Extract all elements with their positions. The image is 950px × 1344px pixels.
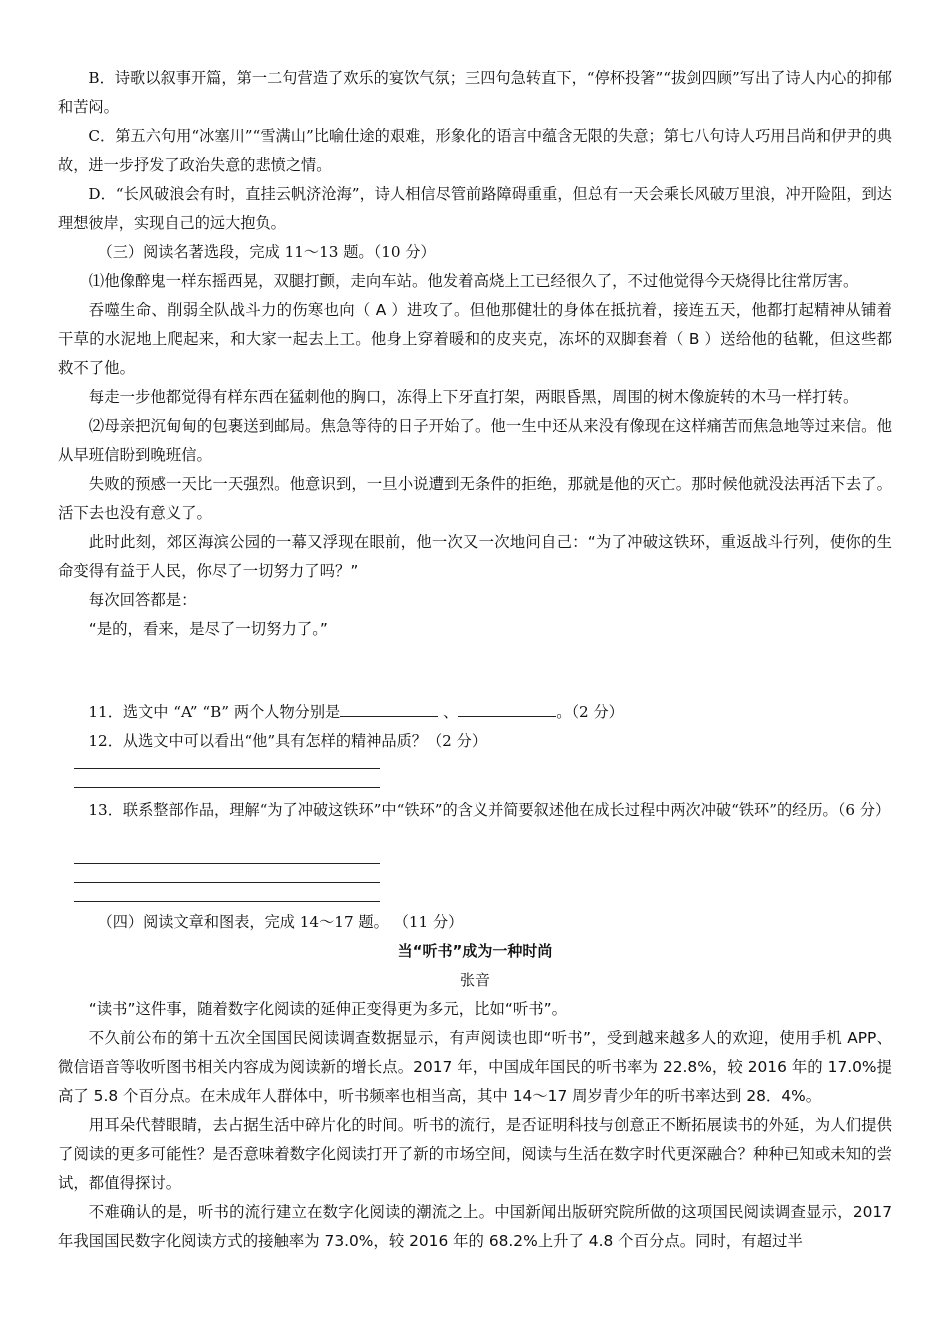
answer-line[interactable] [74,787,380,788]
section3-heading: （三）阅读名著选段，完成 11～13 题。（10 分） [97,243,436,261]
question-12 [58,727,892,756]
excerpt-paragraph: 每次回答都是： [88,591,197,609]
novel-excerpt [58,267,892,644]
article-paragraph: 不久前公布的第十五次全国国民阅读调查数据显示，有声阅读也即“听书”，受到越来越多人的欢迎，使用手机 APP、微信语音等收听图书相关内容成为阅读新的增长点。2017 年，中国成年国民的听书率为 22.8%，较 2016 年的 17.0%提高了 5.8 个百分点。在未成年人群体中，听书频率也相当高，其中 14～17 周岁青少年的听书率达到 28．4%。 [58,1029,892,1105]
option-d: D．“长风破浪会有时，直挂云帆济沧海”，诗人相信尽管前路障碍重重，但总有一天会乘长风破万里浪，冲开险阻，到达理想彼岸，实现自己的远大抱负。 [58,185,892,232]
section4-heading: （四）阅读文章和图表，完成 14～17 题。 （11 分） [97,913,464,931]
q11-text: 11．选文中 “A” “B” 两个人物分别是 [88,703,341,721]
answer-line[interactable] [74,863,380,864]
question-13 [58,796,892,825]
q11-separator: 、 [438,703,459,721]
option-c: C．第五六句用“冰塞川”“雪满山”比喻仕途的艰难，形象化的语言中蕴含无限的失意；第七八句诗人巧用吕尚和伊尹的典故，进一步抒发了政治失意的悲愤之情。 [58,127,892,174]
excerpt-paragraph: 此时此刻，郊区海滨公园的一幕又浮现在眼前，他一次又一次地问自己：“为了冲破这铁环，重返战斗行列，使你的生命变得有益于人民，你尽了一切努力了吗？” [58,533,892,580]
article-paragraph: 不难确认的是，听书的流行建立在数字化阅读的潮流之上。中国新闻出版研究院所做的这项国民阅读调查显示，2017 年我国国民数字化阅读方式的接触率为 73.0%，较 2016 年的 68.2%上升了 4.8 个百分点。同时，有超过半 [58,1203,892,1250]
q11-score: 。（2 分） [556,703,624,721]
excerpt-paragraph: 每走一步他都觉得有样东西在猛刺他的胸口，冻得上下牙直打架，两眼昏黑，周围的树木像旋转的木马一样打转。 [88,388,859,406]
excerpt-paragraph: 吞噬生命、削弱全队战斗力的伤寒也向（ A ）进攻了。但他那健壮的身体在抵抗着，接连五天，他都打起精神从铺着干草的水泥地上爬起来，和大家一起去上工。他身上穿着暖和的皮夹克，冻坏的双脚套着（ B ）送给他的毡靴，但这些都救不了他。 [58,301,892,377]
section4-heading-wrap [58,908,892,937]
question-11 [58,698,892,727]
answer-line[interactable] [74,882,380,883]
answer-blank-a[interactable] [340,700,438,717]
article-paragraph: “读书”这件事，随着数字化阅读的延伸正变得更为多元，比如“听书”。 [88,1000,568,1018]
article-body [58,995,892,1256]
article-author: 张音 [459,971,490,989]
poem-options [58,64,892,267]
answer-blank-b[interactable] [458,700,556,717]
option-b: B．诗歌以叙事开篇，第一二句营造了欢乐的宴饮气氛；三四句急转直下，“停杯投箸”“拔剑四顾”写出了诗人内心的抑郁和苦闷。 [58,69,892,116]
q12-text: 12．从选文中可以看出“他”具有怎样的精神品质？（2 分） [88,732,488,750]
excerpt-paragraph: “是的，看来，是尽了一切努力了。” [88,620,328,638]
q13-text: 13．联系整部作品，理解“为了冲破这铁环”中“铁环”的含义并简要叙述他在成长过程中两次冲破“铁环”的经历。（6 分） [88,801,891,819]
article-title: 当“听书”成为一种时尚 [397,942,553,960]
excerpt-paragraph: ⑵母亲把沉甸甸的包裹送到邮局。焦急等待的日子开始了。他一生中还从来没有像现在这样痛苦而焦急地等过来信。他从早班信盼到晚班信。 [58,417,892,464]
excerpt-paragraph: ⑴他像醉鬼一样东摇西晃，双腿打颤，走向车站。他发着高烧上工已经很久了，不过他觉得今天烧得比往常厉害。 [88,272,859,290]
answer-line[interactable] [74,768,380,769]
excerpt-paragraph: 失败的预感一天比一天强烈。他意识到，一旦小说遭到无条件的拒绝，那就是他的灭亡。那时候他就没法再活下去了。活下去也没有意义了。 [58,475,892,522]
answer-line[interactable] [74,901,380,902]
article-paragraph: 用耳朵代替眼睛，去占据生活中碎片化的时间。听书的流行，是否证明科技与创意正不断拓展读书的外延，为人们提供了阅读的更多可能性？是否意味着数字化阅读打开了新的市场空间，阅读与生活在数字时代更深融合？种种已知或未知的尝试，都值得探讨。 [58,1116,892,1192]
